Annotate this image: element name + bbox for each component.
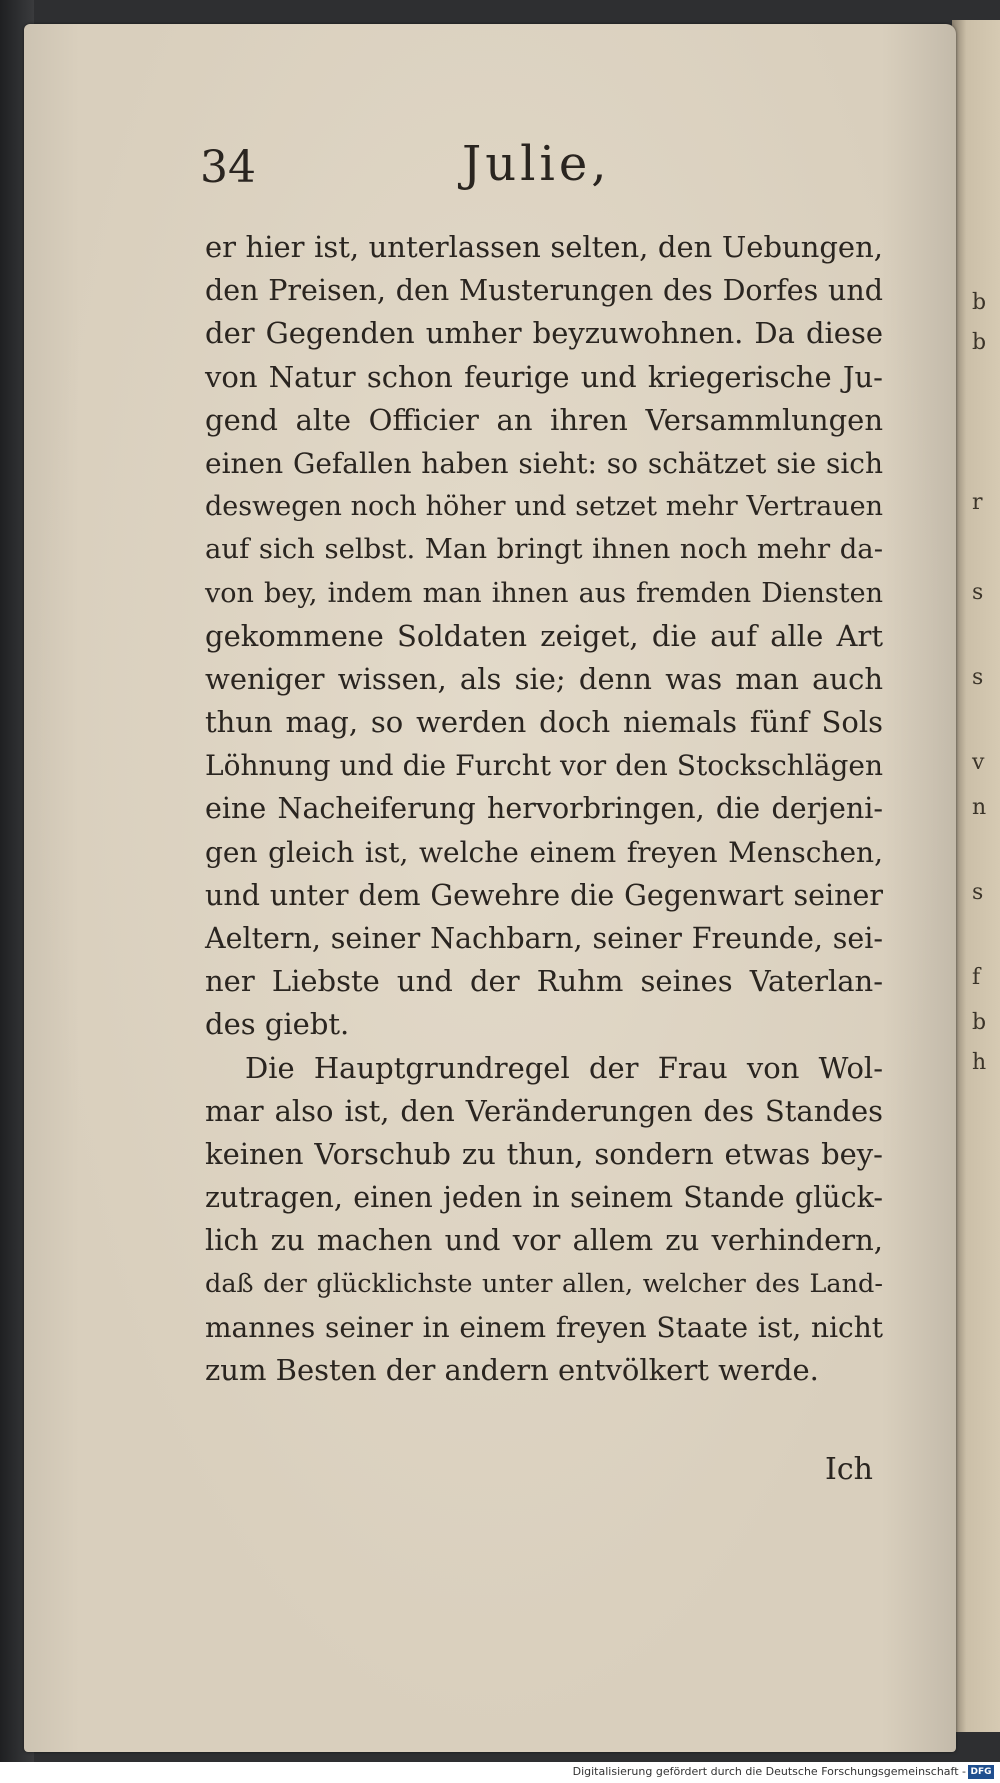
text-line: weniger wissen, als sie; denn was man auch [205, 661, 883, 696]
edge-char: v [972, 750, 985, 775]
edge-char: r [972, 490, 983, 515]
edge-char: s [972, 880, 984, 905]
edge-char: f [972, 965, 981, 990]
text-line: auf sich selbst. Man bringt ihnen noch mehr da- [205, 533, 883, 566]
edge-char: h [972, 1050, 987, 1075]
text-line: gend alte Officier an ihren Versammlungen [205, 402, 883, 437]
digitization-footer [0, 1762, 1000, 1783]
text-line: mannes seiner in einem freyen Staate ist, nicht [205, 1310, 883, 1344]
page-header [200, 136, 800, 202]
text-line: thun mag, so werden doch niemals fünf Sols [205, 705, 883, 740]
text-line: des giebt. [205, 1007, 350, 1042]
body-text [205, 226, 883, 1392]
edge-char: b [972, 290, 987, 315]
text-line: gen gleich ist, welche einem freyen Menschen, [205, 835, 883, 869]
text-line: zutragen, einen jeden in seinem Stande glück- [205, 1181, 883, 1215]
text-line: daß der glücklichste unter allen, welcher des Land- [205, 1268, 883, 1299]
text-line: Aeltern, seiner Nachbarn, seiner Freunde, sei- [205, 922, 883, 955]
text-line: gekommene Soldaten zeiget, die auf alle Art [205, 618, 883, 653]
catchword: Ich [825, 1452, 873, 1487]
text-line: er hier ist, unterlassen selten, den Uebungen, [205, 230, 883, 264]
text-line: von Natur schon feurige und kriegerische Ju- [205, 359, 883, 394]
edge-char: s [972, 665, 984, 690]
dfg-logo-icon: DFG [968, 1765, 994, 1779]
running-title: Julie, [462, 136, 611, 192]
edge-char: b [972, 1010, 987, 1035]
text-line: der Gegenden umher beyzuwohnen. Da diese [205, 316, 883, 351]
text-line: Löhnung und die Furcht vor den Stockschlägen [205, 749, 883, 783]
text-line: zum Besten der andern entvölkert werde. [205, 1352, 819, 1387]
edge-char: b [972, 330, 987, 355]
text-line: einen Gefallen haben sieht: so schätzet sie sich [205, 446, 883, 480]
edge-char: n [972, 795, 987, 820]
text-line: und unter dem Gewehre die Gegenwart seiner [205, 878, 883, 912]
text-line: ner Liebste und der Ruhm seines Vaterlan- [205, 964, 883, 999]
funding-credit: Digitalisierung gefördert durch die Deutsche Forschungsgemeinschaft - [572, 1765, 966, 1778]
text-line: den Preisen, den Musterungen des Dorfes und [205, 274, 883, 308]
text-line: mar also ist, den Veränderungen des Standes [205, 1093, 883, 1128]
page-number: 34 [200, 142, 256, 193]
text-line: Die Hauptgrundregel der Frau von Wol- [245, 1050, 883, 1085]
next-page-edge [952, 20, 1000, 1732]
text-line: keinen Vorschub zu thun, sondern etwas bey- [205, 1136, 883, 1171]
edge-char: s [972, 580, 984, 605]
text-line: lich zu machen und vor allem zu verhindern, [205, 1223, 883, 1258]
text-line: eine Nacheiferung hervorbringen, die derjeni- [205, 792, 883, 826]
text-line: von bey, indem man ihnen aus fremden Diensten [205, 577, 883, 609]
text-line: deswegen noch höher und setzet mehr Vertrauen [205, 491, 883, 523]
